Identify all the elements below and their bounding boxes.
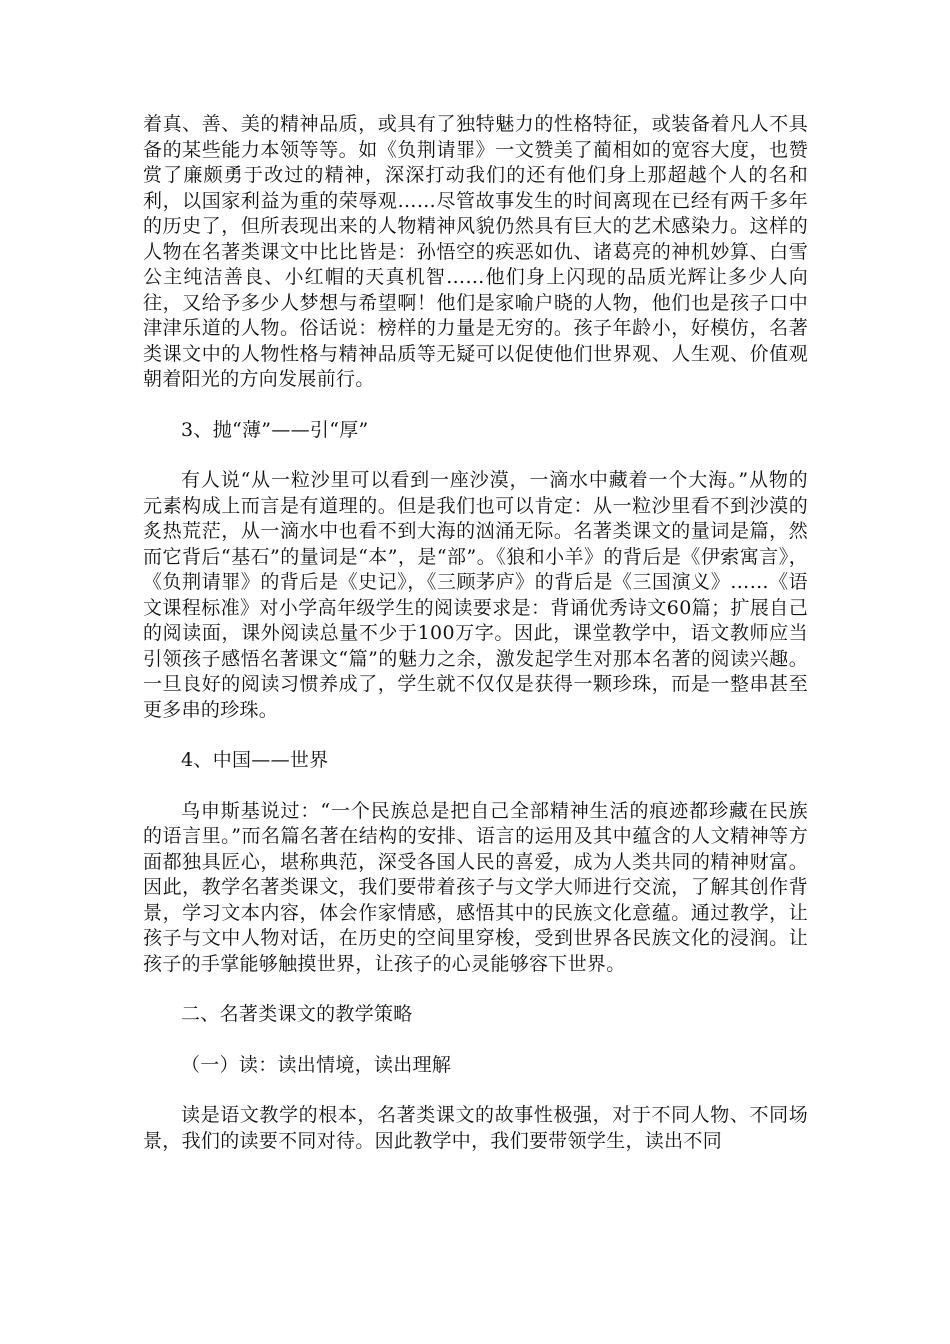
paragraph-gap bbox=[143, 723, 808, 748]
document-page bbox=[143, 112, 808, 1154]
paragraph-extended-reading: 有人说“从一粒沙里可以看到一座沙漠，一滴水中藏着一个大海。”从物的元素构成上而言是有道理的。但是我们也可以肯定：从一粒沙里看不到沙漠的炙热荒茫，从一滴水中也看不到大海的汹涌无际。名著类课文的量词是篇，然而它背后“基石”的量词是“本”，是“部”。《狼和小羊》的背后是《伊索寓言》，《负荆请罪》的背后是《史记》，《三顾茅庐》的背后是《三国演义》……《语文课程标准》对小学高年级学生的阅读要求是：背诵优秀诗文60篇；扩展自己的阅读面，课外阅读总量不少于100万字。因此，课堂教学中，语文教师应当引领孩子感悟名著课文“篇”的魅力之余，激发起学生对那本名著的阅读兴趣。一旦良好的阅读习惯养成了，学生就不仅仅是获得一颗珍珠，而是一整串甚至更多串的珍珠。 bbox=[143, 469, 808, 721]
paragraph-reading-strategy: 读是语文教学的根本，名著类课文的故事性极强，对于不同人物、不同场景，我们的读要不同对待。因此教学中，我们要带领学生，读出不同 bbox=[143, 1104, 808, 1152]
heading-china-world: 4、中国——世界 bbox=[181, 749, 329, 771]
heading-teaching-strategies: 二、名著类课文的教学策略 bbox=[181, 1003, 413, 1025]
paragraph-world-culture: 乌申斯基说过：“一个民族总是把自己全部精神生活的痕迹都珍藏在民族的语言里。”而名篇名著在结构的安排、语言的运用及其中蕴含的人文精神等方面都独具匠心，堪称典范，深受各国人民的喜爱，成为人类共同的精神财富。因此，教学名著类课文，我们要带着孩子与文学大师进行交流，了解其创作背景，学习文本内容，体会作家情感，感悟其中的民族文化意蕴。通过教学，让孩子与文中人物对话，在历史的空间里穿梭，受到世界各民族文化的浸润。让孩子的手掌能够触摸世界，让孩子的心灵能够容下世界。 bbox=[143, 799, 808, 975]
paragraph-gap bbox=[143, 393, 808, 418]
paragraph-gap bbox=[143, 977, 808, 1002]
paragraph-gap bbox=[143, 774, 808, 799]
paragraph-gap bbox=[143, 1028, 808, 1053]
paragraph-gap bbox=[143, 443, 808, 468]
paragraph-character-models: 着真、善、美的精神品质，或具有了独特魅力的性格特征，或装备着凡人不具备的某些能力本领等等。如《负荆请罪》一文赞美了蔺相如的宽容大度，也赞赏了廉颇勇于改过的精神，深深打动我们的还有他们身上那超越个人的名和利，以国家利益为重的荣辱观……尽管故事发生的时间离现在已经有两千多年的历史了，但所表现出来的人物精神风貌仍然具有巨大的艺术感染力。这样的人物在名著类课文中比比皆是：孙悟空的疾恶如仇、诸葛亮的神机妙算、白雪公主纯洁善良、小红帽的天真机智……他们身上闪现的品质光辉让多少人向往，又给予多少人梦想与希望啊！他们是家喻户晓的人物，他们也是孩子口中津津乐道的人物。俗话说：榜样的力量是无穷的。孩子年龄小，好模仿，名著类课文中的人物性格与精神品质等无疑可以促使他们世界观、人生观、价值观朝着阳光的方向发展前行。 bbox=[143, 113, 808, 390]
paragraph-gap bbox=[143, 1078, 808, 1103]
heading-thin-to-thick: 3、抛“薄”——引“厚” bbox=[181, 418, 369, 441]
subheading-reading: （一）读：读出情境，读出理解 bbox=[181, 1053, 452, 1076]
